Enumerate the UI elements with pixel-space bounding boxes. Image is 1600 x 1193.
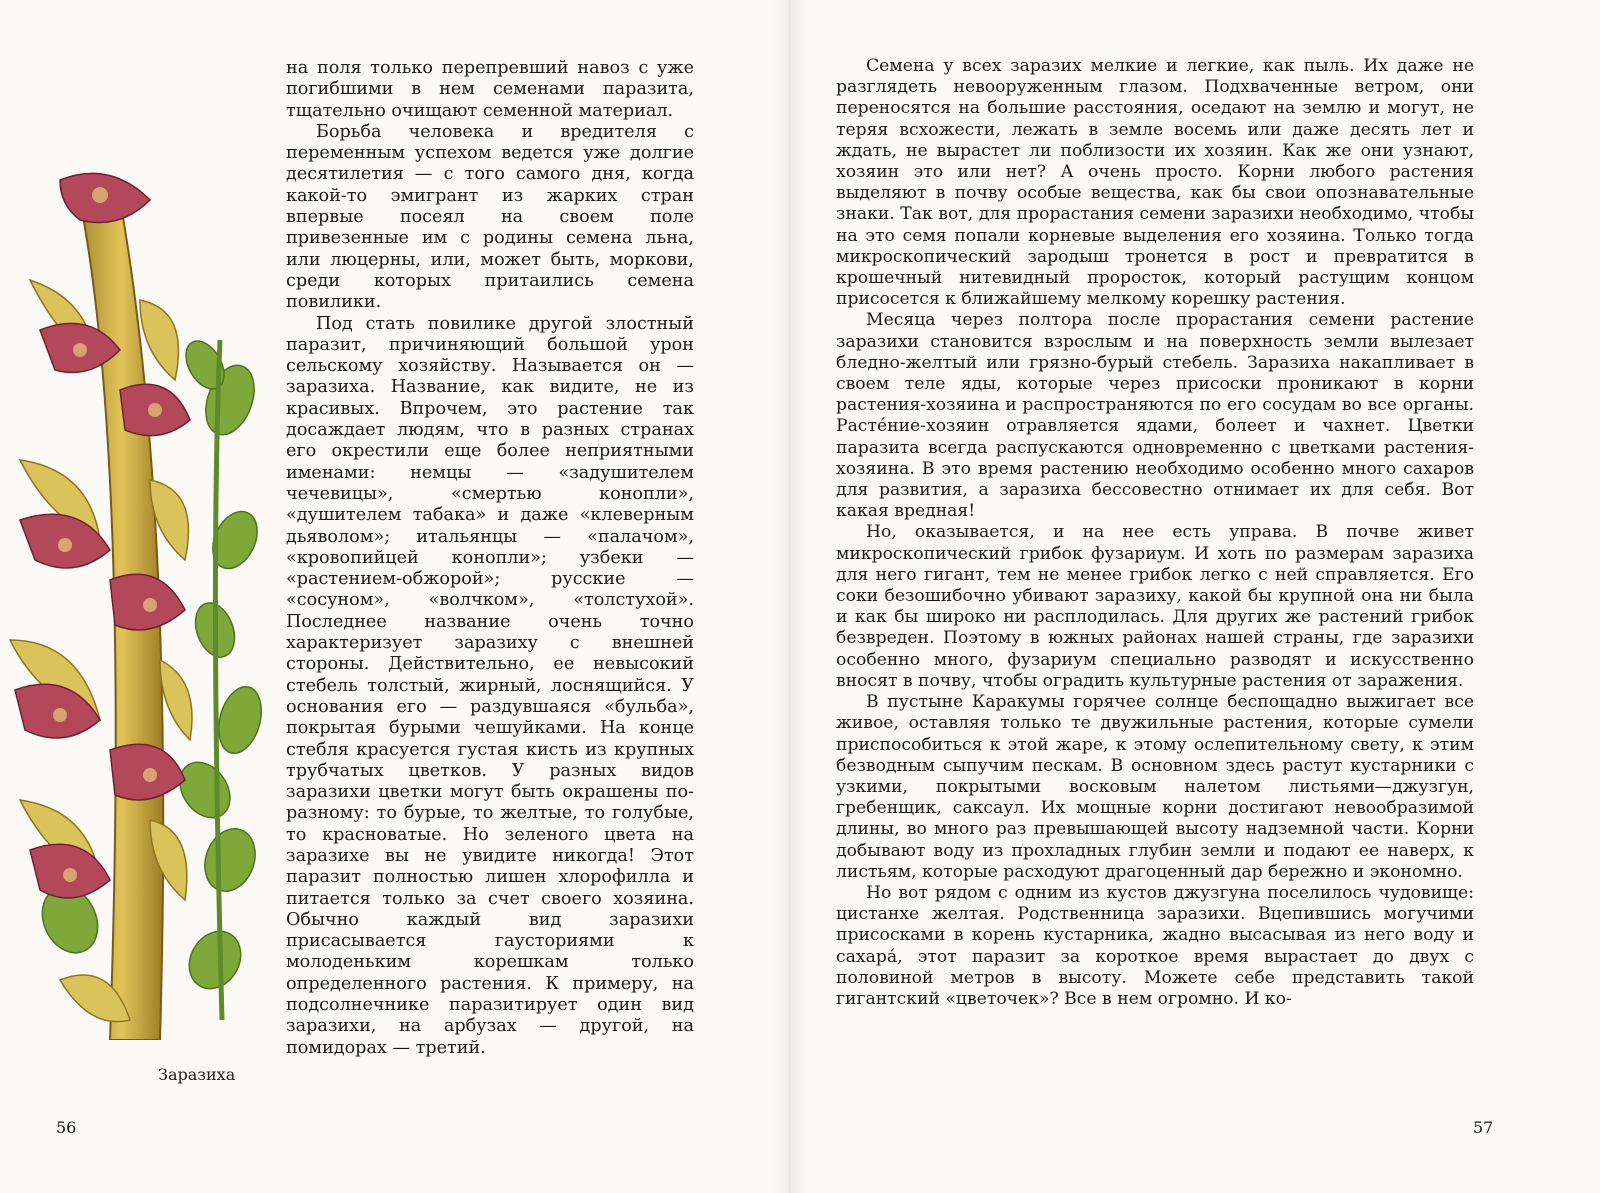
left-paragraph-2: Борьба человека и вредителя с переменным успехом ведется уже долгие десятилетия — с того самого дня, когда какой-то эмигрант из жарких стран впервые посеял на своем поле привезенные им с родины семена льна, или люцерны, или, может быть, моркови, среди которых притаились семена повилики.: [286, 121, 694, 313]
right-paragraph-1: Семена у всех заразих мелкие и легкие, как пыль. Их даже не разглядеть невооруженным глазом. Подхваченные ветром, они переносятся на большие расстояния, оседают на землю и могут, не теряя всхожести, лежать в земле восемь или даже десять лет и ждать, не вырастет ли поблизости их хозяин. Как же они узнают, хозяин это или нет? А очень просто. Корни любого растения выделяют в почву особые вещества, как бы свои опознавательные знаки. Так вот, для прорастания семени заразихи необходимо, чтобы на это семя попали корневые выделения его хозяина. Только тогда микроскопический зародыш тронется в рост и превратится в крошечный нитевидный проросток, который растущим концом присосется к ближайшему мелкому корешку растения.: [836, 56, 1474, 310]
left-paragraph-3: Под стать повилике другой злостный паразит, причиняющий большой урон сельскому хозяйству. Называется он — заразиха. Название, как видите, не из красивых. Впрочем, это растение так досаждает людям, что в разных странах его окрестили еще более неприятными именами: немцы — «задушителем чечевицы», «смертью конопли», «душителем табака» и даже «клеверным дьяволом»; итальянцы — «палачом», «кровопийцей конопли»; узбеки — «растением-обжорой»; русские — «сосуном», «волчком», «толстухой». Последнее название очень точно характеризует заразиху с внешней стороны. Действительно, ее невысокий стебель толстый, жирный, лоснящийся. У основания его — раздувшаяся «бульба», покрытая бурыми чешуйками. На конце стебля красуется густая кисть из крупных трубчатых цветков. У разных видов заразихи цветки могут быть окрашены по-разному: то бурые, то желтые, то голубые, то красноватые. Но зеленого цвета на заразихе вы не увидите никогда! Этот паразит полностью лишен хлорофилла и питается только за счет своего хозяина. Обычно каждый вид заразихи присасывается гаусториями к молоденьким корешкам только определенного растения. К примеру, на подсолнечнике паразитирует один вид заразихи, на арбузах — другой, на помидорах — третий.: [286, 313, 694, 1058]
book-gutter: [770, 0, 810, 1193]
right-paragraph-5: Но вот рядом с одним из кустов джузгуна поселилось чудовище: цистанхе желтая. Родственница заразихи. Вцепившись могучими присосками в корень кустарника, жадно высасывая из него воду и сахара́, этот паразит за короткое время вырастает до двух с половиной метров в высоту. Можете себе представить такой гигантский «цветочек»? Все в нем огромно. И ко-: [836, 882, 1474, 1009]
right-page-text: [836, 56, 1474, 1010]
left-paragraph-1: на поля только перепревший навоз с уже погибшими в нем семенами паразита, тщательно очищают семенной материал.: [286, 58, 694, 121]
right-page-number: 57: [1473, 1118, 1494, 1137]
right-paragraph-3: Но, оказывается, и на нее есть управа. В почве живет микроскопический грибок фузариум. И хоть по размерам заразиха для него гигант, тем не менее грибок легко с ней справляется. Его соки безошибочно убивают заразиху, какой бы крупной она ни была и как бы широко ни расплодилась. Для других же растений грибок безвреден. Поэтому в южных районах нашей страны, где заразихи особенно много, фузариум специально разводят и искусственно вносят в почву, чтобы оградить культурные растения от заражения.: [836, 522, 1474, 691]
right-paragraph-2: Месяца через полтора после прорастания семени растение заразихи становится взрослым и на поверхность земли вылезает бледно-желтый или грязно-бурый стебель. Заразиха накапливает в своем теле яды, которые через присоски проникают в корни растения-хозяина и распространяются по его сосудам во все органы. Растéние-хозяин отравляется ядами, болеет и чахнет. Цветки паразита всегда распускаются одновременно с цветками растения-хозяина. В это время растению необходимо особенно много сахаров для развития, а заразиха бессовестно отнимает их для себя. Вот какая вредная!: [836, 310, 1474, 522]
illustration-caption: Заразиха: [158, 1065, 236, 1084]
broomrape-illustration: [0, 160, 270, 1040]
left-page-text: [286, 58, 694, 1059]
right-paragraph-4: В пустыне Каракумы горячее солнце беспощадно выжигает все живое, оставляя только те двужильные растения, которые сумели приспособиться к этой жаре, к этому ослепительному свету, к этим безводным сыпучим пескам. В основном здесь растут кустарники с узкими, покрытыми восковым налетом листьями—джузгун, гребенщик, саксаул. Их мощные корни достигают невообразимой длины, во много раз превышающей высоту надземной части. Корни добывают воду из прохладных глубин земли и подают ее наверх, к листьям, которые расходуют драгоценный дар бережно и экономно.: [836, 692, 1474, 882]
left-page-number: 56: [56, 1118, 77, 1137]
